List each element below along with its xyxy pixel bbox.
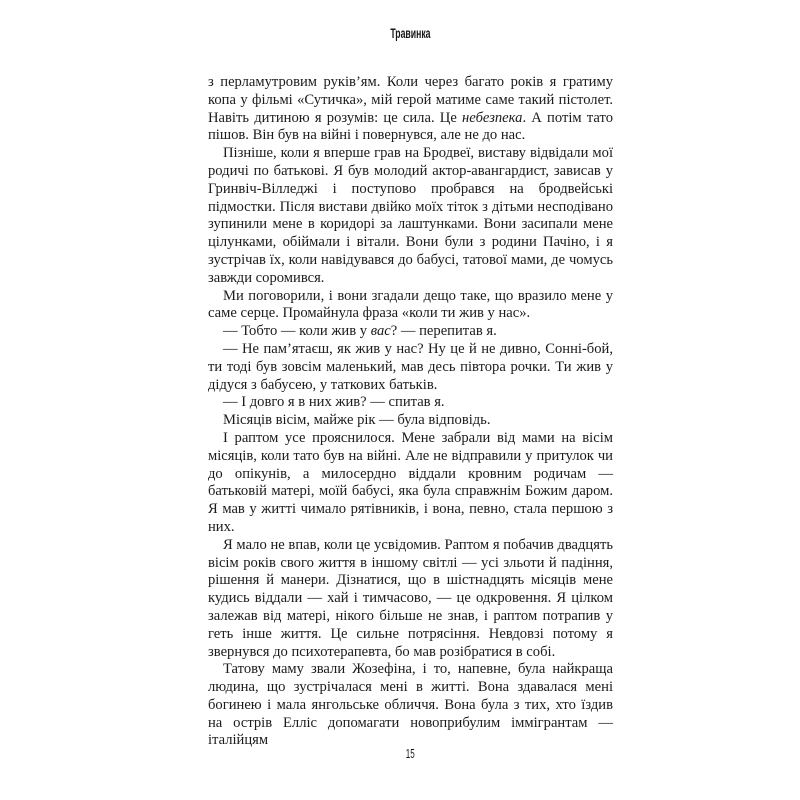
text-segment: Місяців вісім, майже рік — була відповідь.	[223, 412, 491, 429]
paragraph	[208, 145, 613, 287]
italic-text-segment: вас	[370, 323, 391, 340]
paragraph	[208, 323, 613, 341]
text-segment: — Не пам’ятаєш, як жив у нас? Ну це й не дивно, Сонні-бой, ти тоді був зовсім маленький, мав десь півтора рочки. Ти жив у дідуся з бабусею, у таткових батьків.	[208, 340, 613, 393]
text-segment: І раптом усе прояснилося. Мене забрали від мами на вісім місяців, коли тато був на війні. Але не відправили у притулок чи до опікунів, а милосердно віддали кровним родичам — батьковій матері, моїй бабусі, яка була справжнім Божим даром. Я мав у житті чимало рятівників, і вона, певно, стала першою з них.	[208, 429, 613, 535]
paragraph	[208, 661, 613, 750]
paragraph	[208, 341, 613, 394]
text-segment: Я мало не впав, коли це усвідомив. Раптом я побачив двадцять вісім років свого життя в іншому світлі — усі зльоти й падіння, рішення й манери. Дізнатися, що в шістнадцять місяців мене кудись віддали — хай і тимчасово, — це одкровення. Я цілком залежав від матері, нікого більше не знав, і раптом потрапив у геть інше життя. Це сильне потрясіння. Невдовзі потому я звернувся до психотерапевта, бо мав розібратися в собі.	[208, 536, 613, 660]
paragraph	[208, 537, 613, 662]
italic-text-segment: небезпека	[462, 109, 523, 126]
paragraph	[208, 288, 613, 324]
text-segment: Пізніше, коли я вперше грав на Бродвеї, виставу відвідали мої родичі по батькові. Я був молодий актор-авангардист, зависав у Гринвіч-Вілледжі і поступово пробрався на бродвейські підмостки. Після вистави двійко моїх тіток з дітьми несподівано зупинили мене в коридорі за лаштунками. Вони засипали мене цілунками, обіймали і вітали. Вони були з родини Пачіно, і я зустрічав їх, коли навідувався до бабусі, татової мами, де чомусь завжди соромився.	[208, 145, 613, 286]
text-segment: — Тобто — коли жив у	[223, 323, 371, 340]
paragraph	[208, 412, 613, 430]
text-segment: Ми поговорили, і вони згадали дещо таке, що вразило мене у саме серце. Промайнула фраза «коли ти жив у нас».	[208, 287, 613, 322]
text-segment: Татову маму звали Жозефіна, і то, напевне, була найкраща людина, що зустрічалася мені в житті. Вона здавалася мені богинею і мала янгольське обличчя. Вона була з тих, хто їздив на острів Елліс допомагати новоприбулим іммігрантам — італійцям	[208, 661, 613, 749]
running-header-title: Травинка	[390, 25, 431, 41]
paragraph	[208, 430, 613, 537]
paragraph	[208, 394, 613, 412]
running-header	[208, 26, 613, 40]
body-text	[208, 74, 613, 750]
text-segment: з перламутровим руків’ям. Коли через багато років я гратиму копа у фільмі «Сутичка», мій герой матиме саме такий пістолет. Навіть дитиною я розумів: це сила. Це	[208, 74, 613, 126]
text-segment: — І довго я в них жив? — спитав я.	[223, 394, 445, 411]
paragraph	[208, 74, 613, 145]
text-segment: ? — перепитав я.	[390, 323, 497, 340]
page-number-value: 15	[406, 746, 415, 761]
page-number	[208, 747, 613, 760]
text-segment: . А потім тато пішов. Він був на війні і повернувся, але не до нас.	[208, 109, 613, 144]
